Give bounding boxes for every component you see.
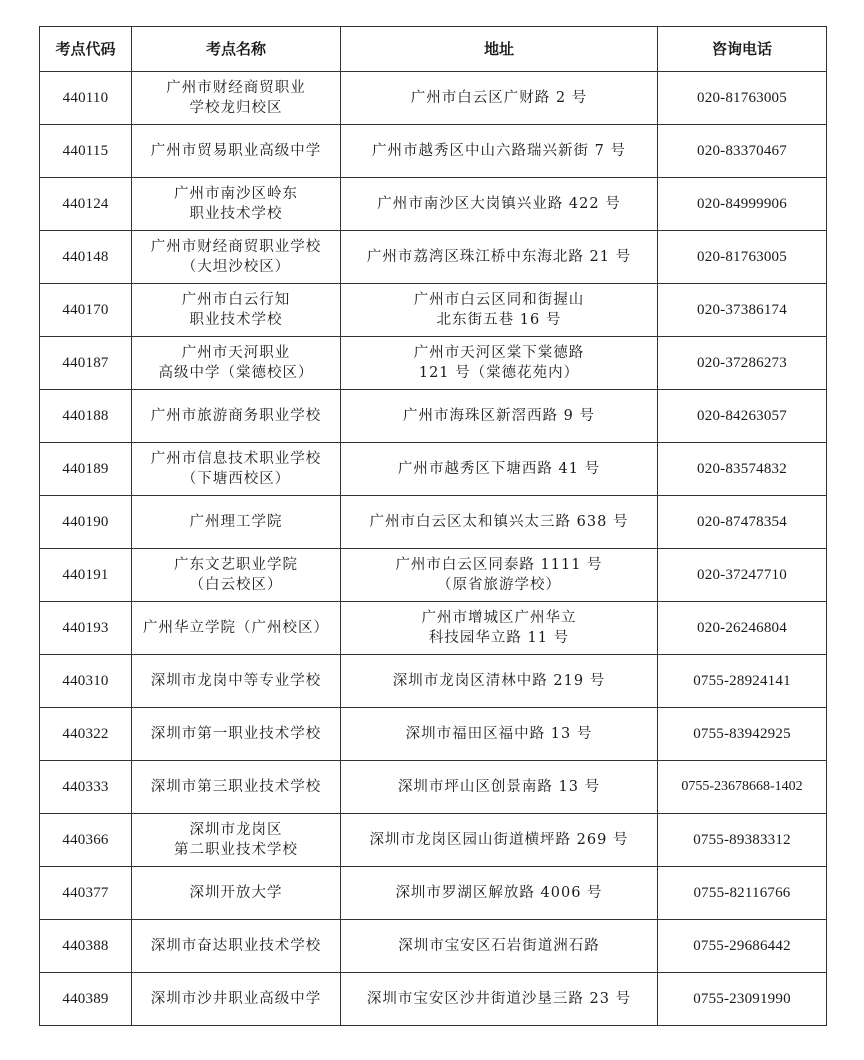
cell-address-line: 121 号（棠德花苑内）: [418, 365, 580, 381]
cell-name: [132, 125, 341, 178]
cell-phone: 020-84263057: [658, 390, 827, 443]
cell-address: [341, 655, 658, 708]
table-row: [40, 602, 827, 655]
cell-code: 440170: [40, 284, 132, 337]
table-row: [40, 814, 827, 867]
cell-name-line: 广州华立学院（广州校区）: [143, 620, 329, 636]
table-body: [40, 72, 827, 1026]
table-row: [40, 337, 827, 390]
cell-address-line: 广州市白云区广财路 2 号: [410, 90, 588, 106]
cell-phone: 020-37247710: [658, 549, 827, 602]
cell-name-line: 广州市财经商贸职业: [166, 80, 306, 96]
cell-name-line: （大坦沙校区）: [181, 259, 291, 275]
cell-code: 440187: [40, 337, 132, 390]
cell-name: [132, 443, 341, 496]
table-row: [40, 708, 827, 761]
cell-name-line: 广州市财经商贸职业学校: [150, 239, 322, 255]
cell-name-line: 深圳市沙井职业高级中学: [150, 991, 322, 1007]
cell-phone: 020-37386174: [658, 284, 827, 337]
cell-name: [132, 337, 341, 390]
cell-phone: 0755-23091990: [658, 973, 827, 1026]
cell-address: [341, 284, 658, 337]
cell-address-line: 深圳市罗湖区解放路 4006 号: [395, 885, 603, 901]
cell-address-line: 广州市越秀区下塘西路 41 号: [397, 461, 601, 477]
cell-address: [341, 72, 658, 125]
cell-address-line: 广州市越秀区中山六路瑞兴新街 7 号: [372, 143, 626, 159]
cell-address: [341, 708, 658, 761]
cell-address: [341, 231, 658, 284]
cell-name-line: （下塘西校区）: [181, 471, 291, 487]
cell-address: [341, 602, 658, 655]
cell-code: 440124: [40, 178, 132, 231]
cell-address: [341, 761, 658, 814]
cell-code: 440310: [40, 655, 132, 708]
cell-address-line: 广州市白云区同和街握山: [413, 292, 585, 308]
cell-name: [132, 761, 341, 814]
table-row: [40, 231, 827, 284]
cell-phone: 020-81763005: [658, 231, 827, 284]
header-address: 地址: [341, 27, 658, 72]
table-row: [40, 973, 827, 1026]
cell-name-line: 第二职业技术学校: [174, 842, 298, 858]
cell-address: [341, 920, 658, 973]
cell-address: [341, 178, 658, 231]
cell-name-line: 广州市白云行知: [181, 292, 291, 308]
cell-address-line: 深圳市龙岗区清林中路 219 号: [392, 673, 606, 689]
table-row: [40, 761, 827, 814]
cell-name: [132, 655, 341, 708]
cell-address: [341, 390, 658, 443]
cell-name: [132, 231, 341, 284]
cell-name-line: 广州市旅游商务职业学校: [150, 408, 322, 424]
cell-name-line: 职业技术学校: [189, 312, 283, 328]
table-row: [40, 867, 827, 920]
header-phone: 咨询电话: [658, 27, 827, 72]
cell-name-line: 深圳开放大学: [189, 885, 283, 901]
table-row: [40, 178, 827, 231]
header-name: 考点名称: [132, 27, 341, 72]
table-row: [40, 284, 827, 337]
cell-phone: 020-26246804: [658, 602, 827, 655]
cell-phone: 020-37286273: [658, 337, 827, 390]
cell-name-line: 广州市南沙区岭东: [174, 186, 298, 202]
cell-phone: 020-83574832: [658, 443, 827, 496]
cell-code: 440189: [40, 443, 132, 496]
cell-phone: 0755-82116766: [658, 867, 827, 920]
cell-name-line: （白云校区）: [189, 577, 283, 593]
cell-address-line: 北东街五巷 16 号: [436, 312, 562, 328]
cell-address: [341, 867, 658, 920]
cell-name-line: 职业技术学校: [189, 206, 283, 222]
cell-name-line: 深圳市第三职业技术学校: [150, 779, 322, 795]
cell-address: [341, 337, 658, 390]
cell-address-line: 广州市南沙区大岗镇兴业路 422 号: [377, 196, 621, 212]
cell-address-line: 广州市增城区广州华立: [421, 610, 577, 626]
cell-code: 440188: [40, 390, 132, 443]
cell-code: 440333: [40, 761, 132, 814]
cell-name: [132, 496, 341, 549]
table-row: [40, 549, 827, 602]
cell-name: [132, 72, 341, 125]
cell-address-line: 深圳市宝安区沙井街道沙垦三路 23 号: [366, 991, 632, 1007]
cell-address-line: 广州市白云区同泰路 1111 号: [395, 557, 603, 573]
cell-address-line: 广州市荔湾区珠江桥中东海北路 21 号: [366, 249, 632, 265]
cell-address: [341, 443, 658, 496]
cell-name-line: 广州市信息技术职业学校: [150, 451, 322, 467]
cell-code: 440322: [40, 708, 132, 761]
cell-address-line: 深圳市宝安区石岩街道洲石路: [398, 938, 600, 954]
cell-code: 440193: [40, 602, 132, 655]
cell-address: [341, 125, 658, 178]
table-row: [40, 496, 827, 549]
cell-phone: 0755-29686442: [658, 920, 827, 973]
cell-name: [132, 390, 341, 443]
cell-phone: 0755-89383312: [658, 814, 827, 867]
table-row: [40, 655, 827, 708]
cell-name-line: 深圳市龙岗中等专业学校: [150, 673, 322, 689]
cell-code: 440377: [40, 867, 132, 920]
exam-center-table: [39, 26, 827, 1026]
cell-phone: 0755-23678668-1402: [658, 761, 827, 814]
cell-address-line: 深圳市坪山区创景南路 13 号: [397, 779, 601, 795]
cell-code: 440388: [40, 920, 132, 973]
cell-name: [132, 973, 341, 1026]
cell-name: [132, 549, 341, 602]
cell-code: 440389: [40, 973, 132, 1026]
cell-name-line: 广州市天河职业: [181, 345, 291, 361]
cell-code: 440366: [40, 814, 132, 867]
table-row: [40, 72, 827, 125]
cell-address: [341, 814, 658, 867]
table-row: [40, 443, 827, 496]
cell-code: 440191: [40, 549, 132, 602]
cell-name-line: 广州市贸易职业高级中学: [150, 143, 322, 159]
cell-address-line: 广州市白云区太和镇兴太三路 638 号: [369, 514, 629, 530]
cell-address: [341, 549, 658, 602]
cell-name: [132, 284, 341, 337]
cell-name: [132, 178, 341, 231]
cell-name: [132, 867, 341, 920]
table-row: [40, 920, 827, 973]
table-row: [40, 390, 827, 443]
cell-name-line: 深圳市龙岗区: [189, 822, 283, 838]
cell-name-line: 深圳市第一职业技术学校: [150, 726, 322, 742]
table-header-row: [40, 27, 827, 72]
cell-code: 440148: [40, 231, 132, 284]
cell-name: [132, 814, 341, 867]
header-code: 考点代码: [40, 27, 132, 72]
cell-phone: 020-87478354: [658, 496, 827, 549]
cell-name-line: 广东文艺职业学院: [174, 557, 298, 573]
cell-address-line: 深圳市龙岗区园山街道横坪路 269 号: [369, 832, 629, 848]
cell-name-line: 高级中学（棠德校区）: [158, 365, 314, 381]
cell-code: 440190: [40, 496, 132, 549]
cell-name-line: 广州理工学院: [189, 514, 283, 530]
table-row: [40, 125, 827, 178]
cell-name: [132, 920, 341, 973]
cell-name-line: 深圳市奋达职业技术学校: [150, 938, 322, 954]
cell-phone: 020-83370467: [658, 125, 827, 178]
cell-address-line: （原省旅游学校）: [437, 577, 561, 593]
cell-phone: 0755-28924141: [658, 655, 827, 708]
cell-name: [132, 602, 341, 655]
cell-code: 440110: [40, 72, 132, 125]
cell-code: 440115: [40, 125, 132, 178]
cell-phone: 020-84999906: [658, 178, 827, 231]
cell-address: [341, 973, 658, 1026]
cell-name: [132, 708, 341, 761]
cell-phone: 0755-83942925: [658, 708, 827, 761]
cell-name-line: 学校龙归校区: [189, 100, 283, 116]
cell-address-line: 深圳市福田区福中路 13 号: [405, 726, 593, 742]
cell-address-line: 广州市天河区棠下棠德路: [413, 345, 585, 361]
cell-phone: 020-81763005: [658, 72, 827, 125]
cell-address-line: 科技园华立路 11 号: [428, 630, 570, 646]
cell-address-line: 广州市海珠区新滘西路 9 号: [403, 408, 595, 424]
cell-address: [341, 496, 658, 549]
